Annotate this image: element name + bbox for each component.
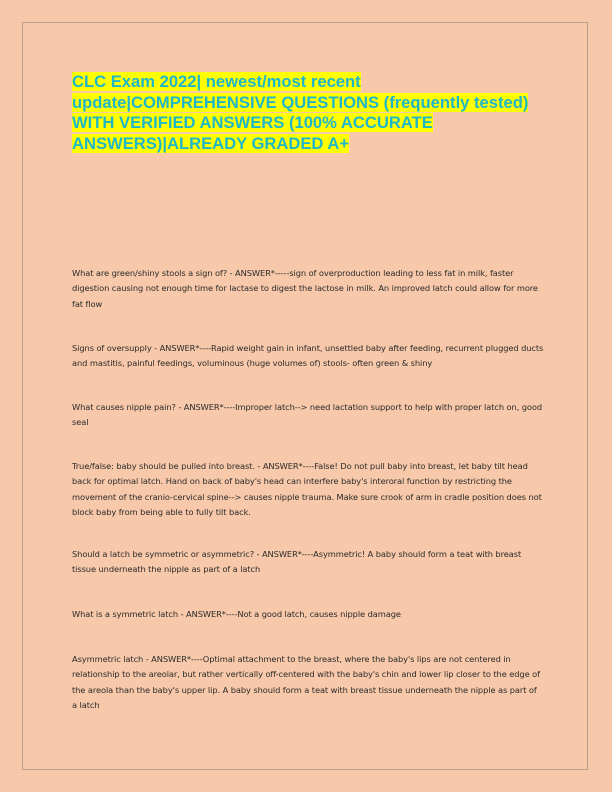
qa-item-pulled-into-breast: True/false: baby should be pulled into breast. - ANSWER*----False! Do not pull baby into breast, let baby tilt head back for optimal latch. Hand on back of baby's head can interfere baby's interoral function by restricting the movement of the cranio-cervical spine--> causes nipple trauma. Make sure crook of arm in cradle position does not block baby from being able to fully tilt back. — [72, 461, 542, 517]
qa-item-nipple-pain: What causes nipple pain? - ANSWER*----Improper latch--> need lactation support to help with proper latch on, good seal — [72, 402, 543, 428]
qa-item-asymmetric-latch: Asymmetric latch - ANSWER*----Optimal attachment to the breast, where the baby's lips are not centered in relationship to the areolar, but rather vertically off-centered with the baby's chin and lower lip closer to the edge of the areola than the baby's upper lip. A baby should form a teat with breast tissue underneath the nipple as part of a latch — [72, 654, 540, 710]
document-title-text: CLC Exam 2022| newest/most recent update|COMPREHENSIVE QUESTIONS (frequently tested) WITH VERIFIED ANSWERS (100% ACCURATE ANSWERS)|ALREADY GRADED A+ — [72, 72, 529, 153]
qa-item-oversupply: Signs of oversupply - ANSWER*----Rapid weight gain in infant, unsettled baby after feeding, recurrent plugged ducts and mastitis, painful feedings, voluminous (huge volumes of) stools- often green & shiny — [72, 343, 544, 369]
qa-item-green-stools: What are green/shiny stools a sign of? - ANSWER*-----sign of overproduction leading to less fat in milk, faster digestion causing not enough time for lactase to digest the lactose in milk. An improved latch could allow for more fat flow — [72, 268, 538, 309]
qa-item-symmetric-latch: What is a symmetric latch - ANSWER*----Not a good latch, causes nipple damage — [72, 609, 401, 619]
document-title — [72, 72, 542, 154]
qa-item-symmetric-or-asymmetric: Should a latch be symmetric or asymmetric? - ANSWER*----Asymmetric! A baby should form a teat with breast tissue underneath the nipple as part of a latch — [72, 549, 522, 575]
